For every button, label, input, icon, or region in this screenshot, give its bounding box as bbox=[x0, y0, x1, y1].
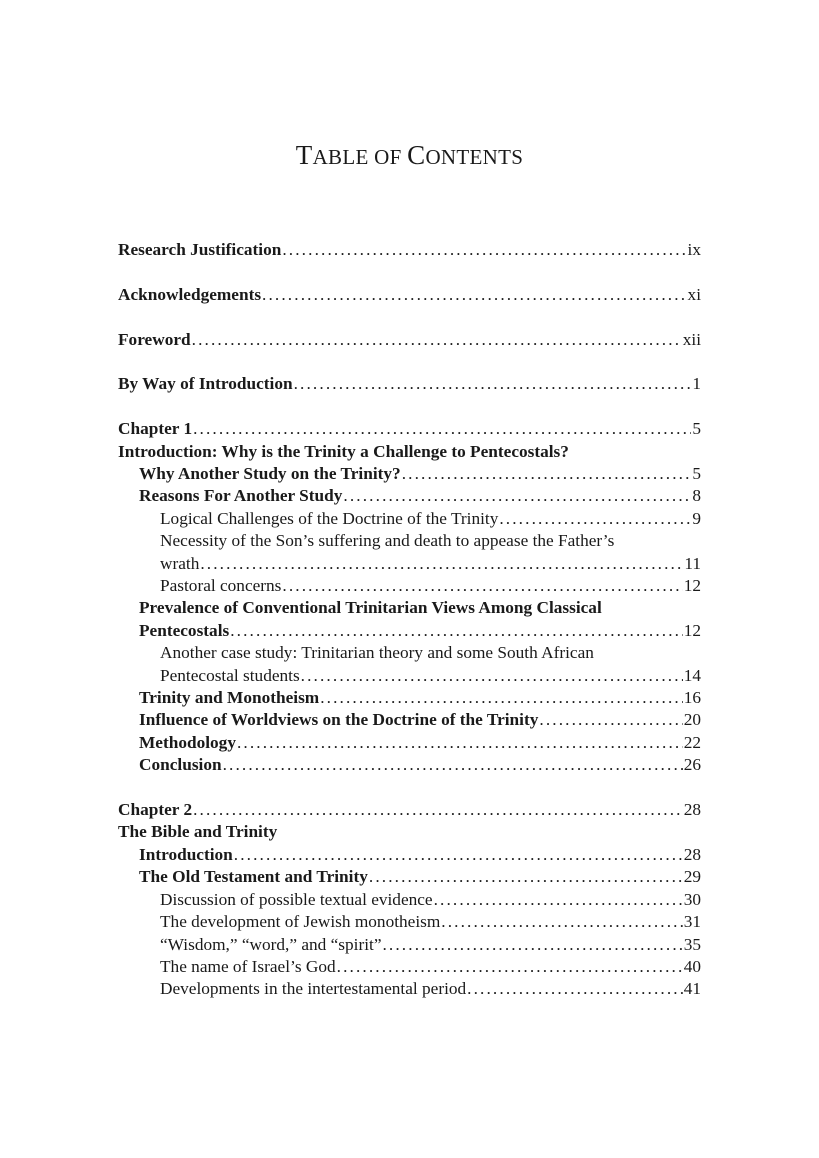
title-rest-2: ONTENTS bbox=[425, 145, 524, 169]
toc-label: Methodology bbox=[139, 732, 236, 752]
page-title bbox=[0, 140, 819, 171]
toc-label: The development of Jewish monotheism bbox=[160, 912, 441, 932]
toc-page: 28 bbox=[683, 844, 701, 864]
dot-leader bbox=[343, 485, 691, 507]
toc-label: Research Justification bbox=[118, 240, 282, 259]
toc-entry-influence-of-worldviews[interactable] bbox=[118, 709, 701, 731]
dot-leader bbox=[282, 239, 686, 261]
toc-entry-foreword[interactable] bbox=[118, 329, 701, 351]
toc-entry-another-case[interactable] bbox=[118, 665, 701, 687]
toc-page: 20 bbox=[683, 710, 701, 730]
dot-leader bbox=[234, 844, 683, 866]
toc-entry-chapter-1[interactable] bbox=[118, 418, 701, 440]
toc-entry-methodology[interactable] bbox=[118, 732, 701, 754]
dot-leader bbox=[230, 620, 682, 642]
toc-entry-logical-challenges[interactable] bbox=[118, 508, 701, 530]
toc-label: Pentecostal students bbox=[160, 665, 300, 685]
toc-entry-discussion[interactable] bbox=[118, 889, 701, 911]
toc-page: 5 bbox=[692, 464, 701, 483]
toc-label: wrath bbox=[160, 553, 200, 573]
dot-leader bbox=[193, 799, 683, 821]
toc-label: Trinity and Monotheism bbox=[139, 688, 320, 708]
dot-leader bbox=[337, 956, 683, 978]
toc-entry-intertestamental[interactable] bbox=[118, 978, 701, 1000]
dot-leader bbox=[369, 866, 683, 888]
dot-leader bbox=[262, 284, 687, 306]
toc-label: Foreword bbox=[118, 329, 191, 349]
dot-leader bbox=[193, 418, 691, 440]
toc-page: 40 bbox=[683, 956, 701, 976]
toc-entry-pastoral-concerns[interactable] bbox=[118, 575, 701, 597]
toc-page: 16 bbox=[683, 688, 701, 708]
toc-entry-trinity-and-monotheism[interactable] bbox=[118, 687, 701, 709]
toc-label: The name of Israel’s God bbox=[160, 956, 336, 976]
toc-label: Acknowledgements bbox=[118, 284, 262, 304]
toc-page: 28 bbox=[683, 800, 701, 820]
dot-leader bbox=[382, 934, 682, 956]
toc-entry-necessity[interactable] bbox=[118, 553, 701, 575]
toc-page: xii bbox=[682, 329, 701, 349]
title-rest-1: ABLE OF bbox=[312, 145, 408, 169]
toc-entry-chapter-2[interactable] bbox=[118, 799, 701, 821]
chapter-2-subtitle: The Bible and Trinity bbox=[118, 822, 278, 842]
toc-label: Introduction bbox=[139, 844, 233, 864]
toc-entry-necessity-line-1[interactable]: Necessity of the Son’s suffering and death to appease the Father’s bbox=[160, 531, 615, 551]
dot-leader bbox=[499, 508, 691, 530]
chapter-1-subtitle: Introduction: Why is the Trinity a Challenge to Pentecostals? bbox=[118, 441, 569, 461]
dot-leader bbox=[402, 463, 692, 485]
toc-label: By Way of Introduction bbox=[118, 374, 293, 394]
toc-page: 26 bbox=[683, 755, 701, 775]
toc-entry-acknowledgements[interactable] bbox=[118, 284, 701, 306]
toc-entry-another-case-line-1[interactable]: Another case study: Trinitarian theory and some South African bbox=[160, 643, 594, 663]
dot-leader bbox=[200, 553, 683, 575]
toc-label: Logical Challenges of the Doctrine of the Trinity bbox=[160, 508, 499, 528]
dot-leader bbox=[539, 709, 682, 731]
toc-entry-old-testament[interactable] bbox=[118, 866, 701, 888]
toc-entry-name-of-israels-god[interactable] bbox=[118, 956, 701, 978]
toc-entry-introduction[interactable] bbox=[118, 844, 701, 866]
title-cap-1: T bbox=[295, 140, 313, 170]
toc-entry-research-justification[interactable] bbox=[118, 239, 701, 261]
dot-leader bbox=[192, 329, 682, 351]
toc-page: 14 bbox=[683, 665, 701, 685]
dot-leader bbox=[294, 373, 692, 395]
toc-label: Reasons For Another Study bbox=[139, 486, 343, 506]
toc-label: Chapter 2 bbox=[118, 800, 193, 820]
toc-label: Chapter 1 bbox=[118, 419, 193, 439]
title-cap-2: C bbox=[407, 140, 426, 170]
toc-page: 9 bbox=[692, 508, 701, 528]
toc-page: 29 bbox=[683, 867, 701, 887]
toc-page: 41 bbox=[683, 979, 701, 999]
toc-page: 30 bbox=[683, 889, 701, 909]
toc-entry-conclusion[interactable] bbox=[118, 754, 701, 776]
toc-entry-prevalence[interactable] bbox=[118, 620, 701, 642]
dot-leader bbox=[441, 911, 682, 933]
toc-entry-by-way-of-introduction[interactable] bbox=[118, 373, 701, 395]
dot-leader bbox=[301, 665, 683, 687]
toc-label: Discussion of possible textual evidence bbox=[160, 889, 433, 909]
toc-label: Why Another Study on the Trinity? bbox=[139, 464, 401, 483]
toc-label: The Old Testament and Trinity bbox=[139, 867, 368, 887]
toc-page: 35 bbox=[683, 934, 701, 954]
toc-page: 8 bbox=[692, 486, 701, 506]
toc-entry-prevalence-line-1[interactable]: Prevalence of Conventional Trinitarian Views Among Classical bbox=[139, 598, 602, 618]
toc-page: 5 bbox=[692, 419, 701, 439]
toc-page: xi bbox=[687, 284, 701, 304]
toc-label: “Wisdom,” “word,” and “spirit” bbox=[160, 934, 382, 954]
dot-leader bbox=[434, 889, 683, 911]
toc-page: 22 bbox=[683, 732, 701, 752]
toc-entry-wisdom-word-spirit[interactable] bbox=[118, 934, 701, 956]
toc-label: Developments in the intertestamental period bbox=[160, 979, 467, 999]
toc-page: 1 bbox=[692, 374, 701, 394]
dot-leader bbox=[282, 575, 682, 597]
table-of-contents bbox=[118, 239, 701, 1001]
dot-leader bbox=[223, 754, 683, 776]
toc-label: Pastoral concerns bbox=[160, 576, 282, 596]
toc-entry-why-another-study[interactable] bbox=[118, 463, 701, 485]
toc-entry-reasons-for-another-study[interactable] bbox=[118, 485, 701, 507]
toc-page: ix bbox=[687, 240, 701, 259]
toc-page: 31 bbox=[683, 912, 701, 932]
dot-leader bbox=[320, 687, 683, 709]
dot-leader bbox=[237, 732, 683, 754]
toc-page: 12 bbox=[683, 620, 701, 640]
toc-entry-development[interactable] bbox=[118, 911, 701, 933]
toc-label: Conclusion bbox=[139, 755, 222, 775]
toc-label: Pentecostals bbox=[139, 620, 230, 640]
toc-page: 11 bbox=[684, 553, 701, 573]
toc-label: Influence of Worldviews on the Doctrine of the Trinity bbox=[139, 710, 539, 730]
toc-page: 12 bbox=[683, 576, 701, 596]
dot-leader bbox=[467, 978, 683, 1000]
